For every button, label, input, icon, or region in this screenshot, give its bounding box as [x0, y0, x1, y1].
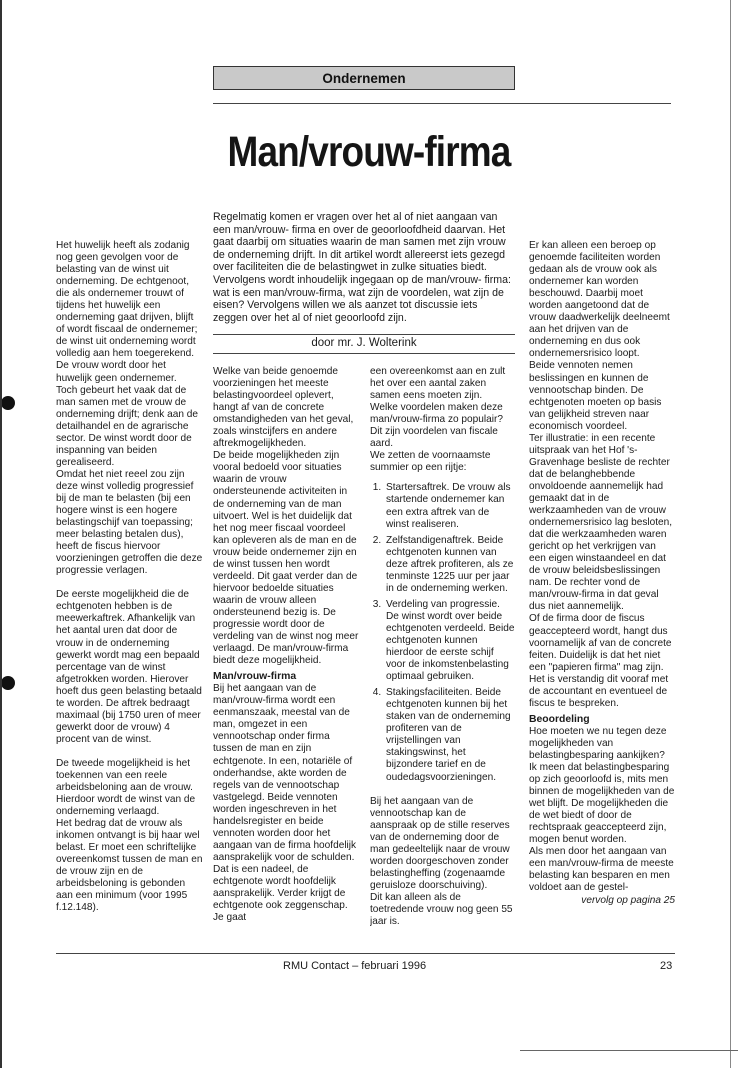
- footer-publication: RMU Contact – februari 1996: [283, 960, 427, 972]
- list-item: 3. Verdeling van progressie. De winst wordt over beide echtgenoten verdeeld. Beide echtgenoten kunnen hierdoor de eerste schijf voor de inkomstenbelasting optimaal gebruiken.: [384, 599, 515, 683]
- article-title: Man/vrouw-firma: [227, 128, 511, 176]
- scan-edge-left: [0, 0, 2, 1068]
- continued-note: vervolg op pagina 25: [581, 894, 675, 906]
- list-item: 1. Startersaftrek. De vrouw als startende ondernemer kan een extra aftrek van de winst realiseren.: [384, 482, 515, 530]
- intro-rule-top: [213, 334, 515, 335]
- intro-paragraph: Regelmatig komen er vragen over het al of niet aangaan van een man/vrouw- firma en over de geoorloofdheid daarvan. Het gaat daarbij om situaties waarin de man samen met zijn vrouw de onderneming drijft. In dit artikel wordt allereerst iets gezegd over faciliteiten die de belastingwet in zulke situaties biedt. Vervolgens wordt inhoudelijk ingegaan op de man/vrouw- firma: wat is een man/vrouw-firma, wat zijn de voordelen, wat zijn de eisen? Vervolgens willen we als aanzet tot discussie iets zeggen over het al of niet geoorloofd zijn.: [213, 211, 511, 324]
- paragraph: De tweede mogelijkheid is het toekennen van een reele arbeidsbeloning aan de vrouw. Hierdoor wordt de winst van de onderneming verlaagd.: [56, 757, 196, 818]
- scan-edge-right: [730, 0, 731, 1068]
- paragraph: Ik meen dat belastingbesparing op zich geoorloofd is, mits men binnen de mogelijkheden van de wet blijft. De mogelijkheden die de wet biedt of door de rechtspraak geaccepteerd zijn, mogen benut worden.: [529, 762, 675, 846]
- paragraph: Dat is een nadeel, de echtgenote wordt hoofdelijk aansprakelijk. Verder krijgt de echtgenote ook zeggenschap. Je gaat: [213, 863, 348, 924]
- paragraph: Het huwelijk heeft als zodanig nog geen gevolgen voor de belasting van de winst uit onderneming. De echtgenoot, die als ondernemer trouwt of tijdens het huwelijk een onderneming gaat drijven, blijft of wordt fiscaal de ondernemer; de winst uit onderneming wordt volledig aan hem toegerekend.: [56, 240, 198, 360]
- intro-rule-bottom: [213, 353, 515, 354]
- paragraph: Welke voordelen maken deze man/vrouw-firma zo populair? Dit zijn voordelen van fiscale aard.: [370, 402, 503, 450]
- advantages-list: [370, 482, 515, 783]
- paragraph: Er kan alleen een beroep op genoemde faciliteiten worden gedaan als de vrouw ook als ondernemer kan worden beschouwd. Daarbij moet worden aangetoond dat de vrouw daadwerkelijk deelneemt aan het drijven van de onderneming en dus ook ondernemersrisico loopt.: [529, 240, 670, 360]
- article-author: door mr. J. Wolterink: [311, 337, 417, 349]
- paragraph: Welke van beide genoemde voorzieningen het meeste belastingvoordeel oplevert, hangt af van de concrete omstandigheden van het geval, zoals winstcijfers en andere aftrekmogelijkheden.: [213, 366, 354, 450]
- paragraph: We zetten de voornaamste summier op een rijtje:: [370, 450, 491, 474]
- paragraph: Dit kan alleen als de toetredende vrouw nog geen 55 jaar is.: [370, 891, 513, 928]
- paragraph: De beide mogelijkheden zijn vooral bedoeld voor situaties waarin de vrouw ondersteunende activiteiten in de onderneming van de man uitvoert. Wel is het duidelijk dat het nog meer fiscaal voordeel kan opleveren als de man en de vrouw beide ondernemer zijn en de winst tussen hen wordt verdeeld. Dit gaat verder dan de hiervoor bedoelde situaties waarin de vrouw alleen ondersteunend bezig is. De progressie wordt door de verdeling van de winst nog meer verlaagd. De man/vrouw-firma biedt deze mogelijkheid.: [213, 450, 359, 667]
- scan-edge-bottom: [520, 1050, 738, 1051]
- column-4: [529, 240, 675, 965]
- list-item: 4. Stakingsfaciliteiten. Beide echtgenoten kunnen bij het staken van de onderneming profiteren van de vrijstellingen van stakingswinst, het bijzondere tarief en de oudedagsvoorzieningen.: [384, 687, 515, 783]
- paragraph: Omdat het niet reeel zou zijn deze winst volledig progressief bij de man te belasten (bij een hogere winst is een hogere belastingschijf van toepassing; meer belasting betalen dus), heeft de fiscus hiervoor voorzieningen getroffen die deze progressie verlagen.: [56, 468, 203, 577]
- list-item: 2. Zelfstandigenaftrek. Beide echtgenoten kunnen van deze aftrek profiteren, als ze tenminste 1225 uur per jaar in de onderneming werken.: [384, 535, 515, 595]
- paragraph: Toch gebeurt het vaak dat de man samen met de vrouw de onderneming drijft; denk aan de detailhandel en de agrarische sector. De winst wordt door de inspanning van beiden gerealiseerd.: [56, 384, 198, 468]
- subheading-man-vrouw-firma: Man/vrouw-firma: [213, 671, 297, 683]
- column-2: [213, 366, 361, 960]
- paragraph: Beide vennoten nemen beslissingen en kunnen de vennootschap binden. De echtgenoten moeten op basis van gelijkheid streven naar economisch voordeel.: [529, 360, 662, 432]
- paragraph: Bij het aangaan van de man/vrouw-firma wordt een eenmanszaak, meestal van de man, omgezet in een vennootschap onder firma tussen de man en zijn echtgenote. In een, notariële of onderhandse, akte worden de regels van de vennootschap vastgelegd. Beide vennoten worden ingeschreven in het handelsregister en beide vennoten worden door het aangaan van de firma hoofdelijk aansprakelijk voor de schulden.: [213, 683, 357, 863]
- paragraph: Ter illustratie: in een recente uitspraak van het Hof 's-Gravenhage besliste de rechter dat de belanghebbende onvoldoende aannemelijk had gemaakt dat in de werkzaamheden van de vrouw ondernemersrisico lag besloten, dat die werkzaamheden waren gericht op het verkrijgen van een eigen winstaandeel en dat de vrouw beleidsbeslissingen nam. De rechter vond de man/vrouw-firma in dat geval dus niet aannemelijk.: [529, 432, 673, 613]
- subheading-beoordeling: Beoordeling: [529, 713, 590, 725]
- page-number: 23: [660, 960, 673, 972]
- paragraph: Bij het aangaan van de vennootschap kan de aanspraak op de stille reserves van de onderneming door de man gedeeltelijk naar de vrouw worden doorgeschoven zonder belastingheffing (zogenaamde geruisloze doorschuiving).: [370, 795, 510, 891]
- paragraph: De eerste mogelijkheid die de echtgenoten hebben is de meewerkaftrek. Afhankelijk van het aantal uren dat door de vrouw in de onderneming gewerkt wordt mag een bepaald percentage van de winst afgetrokken worden. Hierover hoeft dus geen belasting betaald te worden. De aftrek bedraagt maximaal (bij 1750 uren of meer gewerkt door de vrouw) 4 procent van de winst.: [56, 589, 202, 745]
- paragraph: Als men door het aangaan van een man/vrouw-firma de meeste belasting kan besparen en men voldoet aan de gestel-: [529, 846, 674, 894]
- paragraph: Of de firma door de fiscus geaccepteerd wordt, hangt dus voornamelijk af van de concrete feiten. Duidelijk is dat het niet een "papieren firma" mag zijn. Het is verstandig dit vooraf met de accountant en eventueel de fiscus te bespreken.: [529, 613, 672, 709]
- paragraph: Hoe moeten we nu tegen deze mogelijkheden van belastingbesparing aankijken?: [529, 725, 667, 761]
- paragraph: een overeenkomst aan en zult het over een aantal zaken samen eens moeten zijn.: [370, 366, 506, 402]
- article-intro: [213, 211, 515, 324]
- column-3: [370, 366, 515, 960]
- binder-hole-mark: [1, 396, 15, 410]
- column-1: [56, 240, 204, 960]
- binder-hole-mark: [1, 676, 15, 690]
- paragraph: Het bedrag dat de vrouw als inkomen ontvangt is bij haar wel belast. Er moet een schriftelijke overeenkomst tussen de man en de vrouw zijn en de arbeidsbeloning is gebonden aan een minimum (voor 1995 f.12.148).: [56, 818, 203, 914]
- section-label: Ondernemen: [213, 66, 515, 90]
- header-rule: [213, 103, 671, 104]
- footer-rule: [56, 953, 675, 954]
- paragraph: De vrouw wordt door het huwelijk geen ondernemer.: [56, 360, 177, 384]
